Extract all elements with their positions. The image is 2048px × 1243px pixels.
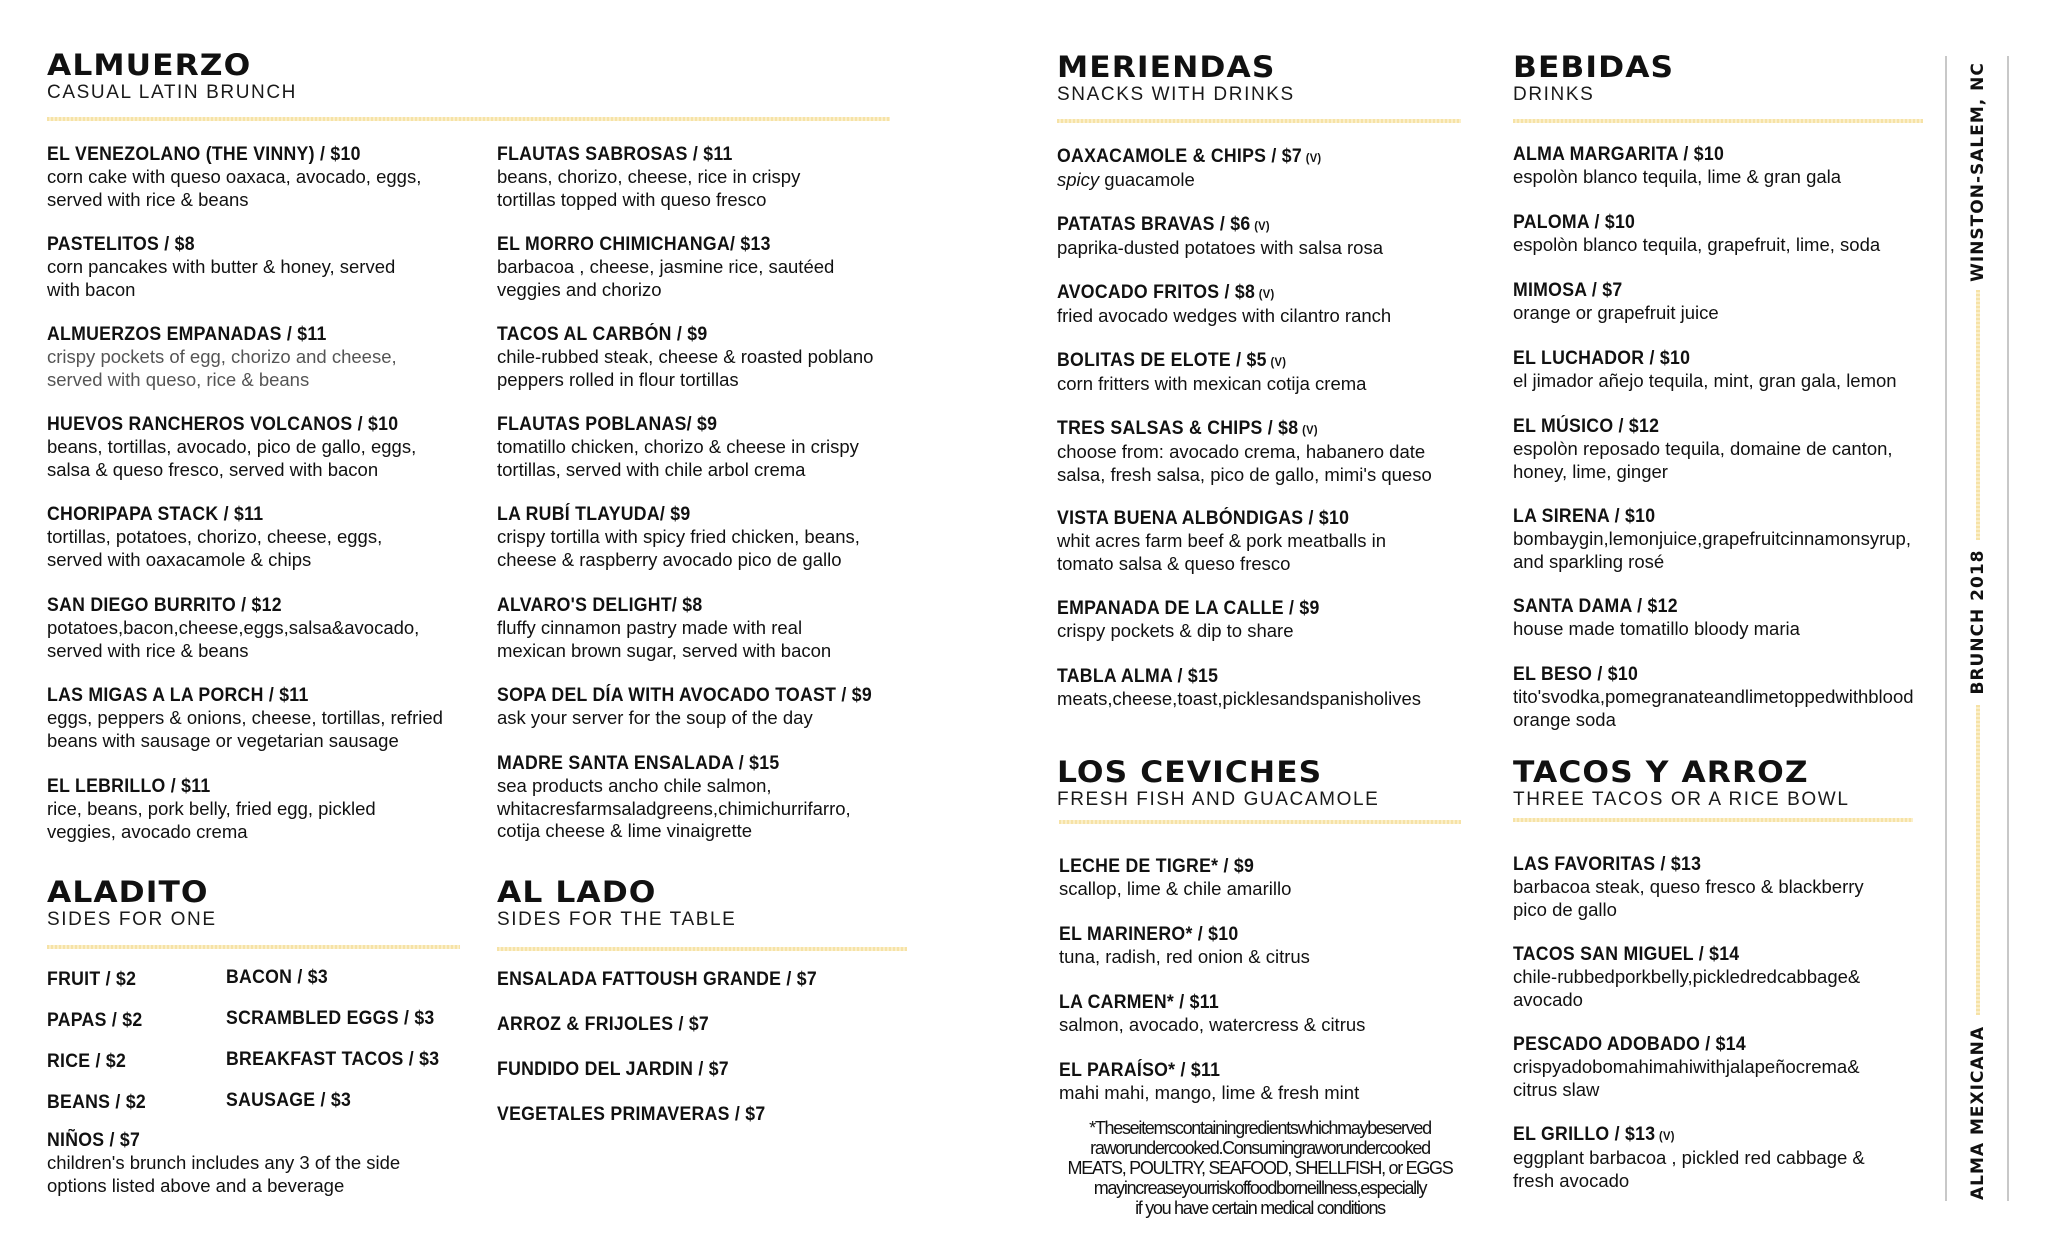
section-divider bbox=[1513, 119, 1923, 123]
notice-line: *Theseitemscontainingredientswhichmaybeserved bbox=[1089, 1118, 1431, 1138]
item-description: whitacresfarmsaladgreens,chimichurrifarro, bbox=[497, 797, 851, 819]
item-description: bombaygin,lemonjuice,grapefruitcinnamonsyrup, bbox=[1513, 528, 1911, 549]
vegetarian-badge: (V) bbox=[1302, 423, 1318, 437]
side-item: SAUSAGE / $3 bbox=[226, 1090, 352, 1111]
menu-item bbox=[1513, 506, 1911, 573]
side-item: PAPAS / $2 bbox=[47, 1010, 143, 1031]
item-name bbox=[47, 685, 415, 707]
notice-line: mayincreaseyourriskoffoodborneillness,especially bbox=[1093, 1178, 1427, 1198]
item-description: tomatillo chicken, chorizo & cheese in crispy bbox=[497, 436, 859, 457]
vegetarian-badge: (V) bbox=[1270, 355, 1287, 369]
item-name-text: LAS MIGAS A LA PORCH / $11 bbox=[47, 685, 309, 706]
restaurant-name: ALMA MEXICANA bbox=[1968, 1026, 1988, 1200]
item-description: whit acres farm beef & pork meatballs in bbox=[1057, 530, 1387, 551]
item-name-text: EL LEBRILLO / $11 bbox=[47, 776, 211, 797]
menu-item bbox=[1513, 1034, 1860, 1101]
item-name-text: EL MORRO CHIMICHANGA/ $13 bbox=[497, 234, 771, 255]
item-description: honey, lime, ginger bbox=[1513, 460, 1668, 482]
item-name bbox=[47, 595, 393, 617]
item-description: cotija cheese & lime vinaigrette bbox=[497, 820, 753, 841]
side-item: BEANS / $2 bbox=[47, 1092, 147, 1113]
item-description: corn cake with queso oaxaca, avocado, eggs, bbox=[47, 166, 422, 187]
item-name bbox=[1513, 280, 1704, 302]
section-subtitle: THREE TACOS OR A RICE BOWL bbox=[1513, 789, 1850, 810]
side-item: FUNDIDO DEL JARDIN / $7 bbox=[497, 1059, 729, 1080]
item-name bbox=[47, 414, 398, 436]
menu-item bbox=[1059, 992, 1365, 1037]
item-name bbox=[1513, 596, 1780, 618]
item-name-text: BOLITAS DE ELOTE / $5 bbox=[1057, 350, 1267, 371]
section-almuerzo-header bbox=[47, 50, 297, 104]
item-description: fried avocado wedges with cilantro ranch bbox=[1057, 305, 1392, 326]
item-description: chile-rubbedporkbelly,pickledredcabbage& bbox=[1513, 966, 1861, 987]
location-label: WINSTON-SALEM, NC bbox=[1968, 62, 1988, 282]
item-name-text: TABLA ALMA / $15 bbox=[1057, 666, 1219, 687]
menu-item bbox=[47, 414, 425, 481]
item-name bbox=[1059, 992, 1344, 1014]
item-description: scallop, lime & chile amarillo bbox=[1059, 878, 1292, 899]
item-name bbox=[47, 776, 353, 798]
menu-item bbox=[1057, 214, 1383, 260]
item-name bbox=[47, 234, 371, 256]
item-description: citrus slaw bbox=[1513, 1078, 1600, 1100]
raw-food-notice bbox=[1050, 1118, 1470, 1218]
section-divider bbox=[1059, 820, 1461, 824]
item-description: paprika-dusted potatoes with salsa rosa bbox=[1057, 237, 1383, 258]
item-description: children's brunch includes any 3 of the side bbox=[47, 1152, 401, 1173]
item-description: salmon, avocado, watercress & citrus bbox=[1059, 1014, 1366, 1035]
item-name bbox=[1513, 144, 1818, 166]
item-name bbox=[1057, 350, 1345, 373]
item-description: tortillas, served with chile arbol crema bbox=[497, 458, 806, 480]
item-description: crispyadobomahimahiwithjalapeñocrema& bbox=[1513, 1056, 1860, 1077]
side-item: ENSALADA FATTOUSH GRANDE / $7 bbox=[497, 969, 817, 990]
item-name bbox=[1057, 214, 1360, 237]
item-description: house made tomatillo bloody maria bbox=[1513, 618, 1800, 639]
section-tacos-header bbox=[1513, 757, 1850, 811]
item-name bbox=[1513, 664, 1885, 686]
menu-item bbox=[497, 685, 900, 730]
menu-item bbox=[1057, 508, 1386, 575]
item-name-text: LAS FAVORITAS / $13 bbox=[1513, 854, 1702, 875]
item-description: beans, chorizo, cheese, rice in crispy bbox=[497, 166, 801, 187]
item-name-text: PALOMA / $10 bbox=[1513, 212, 1636, 233]
item-name-text: ALVARO'S DELIGHT/ $8 bbox=[497, 595, 703, 616]
item-name bbox=[1513, 854, 1839, 876]
item-description: veggies and chorizo bbox=[497, 278, 662, 300]
menu-item bbox=[1057, 350, 1366, 396]
item-description: mahi mahi, mango, lime & fresh mint bbox=[1059, 1082, 1360, 1103]
item-name-text: PATATAS BRAVAS / $6 bbox=[1057, 214, 1251, 235]
item-description bbox=[1057, 169, 1341, 192]
item-name-text: EL VENEZOLANO (THE VINNY) / $10 bbox=[47, 144, 361, 165]
item-description: el jimador añejo tequila, mint, gran gala, lemon bbox=[1513, 370, 1897, 391]
menu-item bbox=[1513, 664, 1914, 731]
side-item: RICE / $2 bbox=[47, 1051, 127, 1072]
item-description: served with oaxacamole & chips bbox=[47, 548, 312, 570]
item-name-text: CHORIPAPA STACK / $11 bbox=[47, 504, 264, 525]
item-description-text: guacamole bbox=[1099, 169, 1195, 190]
item-name-text: SAN DIEGO BURRITO / $12 bbox=[47, 595, 282, 616]
section-bebidas-header bbox=[1513, 50, 1675, 106]
menu-item-ninos bbox=[47, 1130, 400, 1197]
section-divider bbox=[47, 117, 890, 121]
item-name bbox=[497, 324, 847, 346]
menu-item bbox=[1513, 212, 1880, 257]
item-name-text: EL PARAÍSO* / $11 bbox=[1059, 1060, 1221, 1081]
item-description: tortillas, potatoes, chorizo, cheese, eggs, bbox=[47, 526, 383, 547]
item-description: beans, tortillas, avocado, pico de gallo, eggs, bbox=[47, 436, 417, 457]
item-description: orange soda bbox=[1513, 708, 1616, 730]
menu-item bbox=[1513, 1124, 1865, 1192]
item-name bbox=[497, 595, 808, 617]
item-description: barbacoa steak, queso fresco & blackberry bbox=[1513, 876, 1864, 897]
item-name-text: TRES SALSAS & CHIPS / $8 bbox=[1057, 418, 1299, 439]
item-description: choose from: avocado crema, habanero date bbox=[1057, 441, 1426, 462]
menu-item bbox=[497, 753, 851, 843]
notice-line: MEATS, POULTRY, SEAFOOD, SHELLFISH, or EGGS bbox=[1067, 1158, 1453, 1178]
menu-item bbox=[497, 324, 873, 391]
notice-line: if you have certain medical conditions bbox=[1135, 1198, 1385, 1218]
item-description: fluffy cinnamon pastry made with real bbox=[497, 617, 803, 638]
item-description: chile-rubbed steak, cheese & roasted poblano bbox=[497, 346, 874, 367]
item-name: NIÑOS / $7 bbox=[47, 1130, 141, 1151]
section-title: TACOS Y ARROZ bbox=[1513, 755, 1809, 789]
item-name bbox=[1513, 1034, 1835, 1056]
item-name bbox=[1057, 282, 1368, 305]
item-description: tito'svodka,pomegranateandlimetoppedwithblood bbox=[1513, 686, 1914, 707]
item-description: mexican brown sugar, served with bacon bbox=[497, 639, 832, 661]
menu-item bbox=[497, 234, 834, 301]
menu-item bbox=[1513, 854, 1864, 921]
item-description: options listed above and a beverage bbox=[47, 1174, 345, 1196]
section-divider bbox=[1057, 119, 1461, 123]
section-title: ALMUERZO bbox=[47, 48, 252, 82]
item-name bbox=[1057, 146, 1321, 169]
item-name bbox=[497, 234, 811, 256]
item-name-text: ALMA MARGARITA / $10 bbox=[1513, 144, 1725, 165]
item-name-text: MIMOSA / $7 bbox=[1513, 280, 1623, 301]
item-description: avocado bbox=[1513, 988, 1583, 1010]
item-name bbox=[1513, 944, 1836, 966]
section-meriendas-header bbox=[1057, 52, 1295, 106]
item-description: peppers rolled in flour tortillas bbox=[497, 368, 739, 390]
item-name-text: EL GRILLO / $13 bbox=[1513, 1124, 1656, 1145]
item-description: corn fritters with mexican cotija crema bbox=[1057, 373, 1367, 394]
edition-label: BRUNCH 2018 bbox=[1968, 549, 1988, 695]
menu-item bbox=[1057, 418, 1432, 486]
menu-item bbox=[1513, 596, 1800, 641]
section-aladito-header bbox=[47, 877, 217, 931]
item-name-text: MADRE SANTA ENSALADA / $15 bbox=[497, 753, 780, 774]
item-description: sea products ancho chile salmon, bbox=[497, 775, 772, 796]
menu-item bbox=[1513, 944, 1860, 1011]
side-item: SCRAMBLED EGGS / $3 bbox=[226, 1008, 435, 1029]
menu-item bbox=[1513, 144, 1841, 189]
vegetarian-badge: (V) bbox=[1305, 151, 1322, 165]
vegetarian-badge: (V) bbox=[1254, 219, 1270, 233]
item-description: cheese & raspberry avocado pico de gallo bbox=[497, 548, 842, 570]
item-description: served with rice & beans bbox=[47, 639, 249, 661]
menu-item bbox=[47, 685, 443, 752]
item-name bbox=[1513, 506, 1883, 528]
item-name bbox=[1057, 508, 1363, 530]
section-subtitle: SIDES FOR ONE bbox=[47, 909, 217, 930]
menu-item bbox=[47, 144, 421, 211]
item-description: fresh avocado bbox=[1513, 1169, 1630, 1191]
item-description: rice, beans, pork belly, fried egg, pickled bbox=[47, 798, 376, 819]
item-name-text: EL BESO / $10 bbox=[1513, 664, 1639, 685]
menu-item bbox=[497, 504, 860, 571]
item-name bbox=[1513, 348, 1870, 370]
menu-item bbox=[47, 234, 395, 301]
section-subtitle: CASUAL LATIN BRUNCH bbox=[47, 82, 297, 103]
item-name bbox=[1059, 1060, 1338, 1082]
item-description: eggs, peppers & onions, cheese, tortillas, refried bbox=[47, 707, 443, 728]
item-name bbox=[497, 144, 779, 166]
item-name bbox=[1513, 416, 1866, 438]
item-name-text: LA CARMEN* / $11 bbox=[1059, 992, 1219, 1013]
vegetarian-badge: (V) bbox=[1659, 1129, 1675, 1143]
strip-divider bbox=[1976, 290, 1980, 540]
section-divider bbox=[497, 947, 907, 951]
menu-item bbox=[497, 144, 800, 211]
item-description: eggplant barbacoa , pickled red cabbage & bbox=[1513, 1147, 1865, 1168]
item-name-text: FLAUTAS POBLANAS/ $9 bbox=[497, 414, 718, 435]
section-al-lado-header bbox=[497, 877, 736, 931]
side-item: FRUIT / $2 bbox=[47, 969, 137, 990]
section-subtitle: SIDES FOR THE TABLE bbox=[497, 909, 737, 930]
side-item: ARROZ & FRIJOLES / $7 bbox=[497, 1014, 710, 1035]
item-name bbox=[1513, 1124, 1840, 1147]
item-name bbox=[497, 685, 872, 707]
side-item: BREAKFAST TACOS / $3 bbox=[226, 1049, 440, 1070]
menu-item bbox=[497, 414, 859, 481]
item-name-text: EL MÚSICO / $12 bbox=[1513, 416, 1660, 437]
item-name-text: VISTA BUENA ALBÓNDIGAS / $10 bbox=[1057, 508, 1350, 529]
item-description: with bacon bbox=[47, 278, 136, 300]
section-title: BEBIDAS bbox=[1513, 50, 1675, 84]
item-name-text: LA SIRENA / $10 bbox=[1513, 506, 1656, 527]
menu-item bbox=[47, 776, 376, 843]
item-name bbox=[1057, 418, 1406, 441]
item-name bbox=[1059, 856, 1275, 878]
menu-item bbox=[1057, 282, 1391, 328]
section-ceviches-header bbox=[1057, 757, 1379, 811]
item-description: crispy pockets & dip to share bbox=[1057, 620, 1294, 641]
item-name-text: PASTELITOS / $8 bbox=[47, 234, 195, 255]
vegetarian-badge: (V) bbox=[1258, 287, 1275, 301]
item-description: tortillas topped with queso fresco bbox=[497, 188, 767, 210]
item-description: crispy pockets of egg, chorizo and cheese, bbox=[47, 346, 397, 367]
menu-item bbox=[47, 324, 397, 391]
item-name-text: LECHE DE TIGRE* / $9 bbox=[1059, 856, 1255, 877]
item-name-text: AVOCADO FRITOS / $8 bbox=[1057, 282, 1256, 303]
item-name bbox=[47, 324, 372, 346]
item-description: ask your server for the soup of the day bbox=[497, 707, 813, 728]
item-description: corn pancakes with butter & honey, served bbox=[47, 256, 396, 277]
section-title: LOS CEVICHES bbox=[1057, 755, 1323, 789]
item-description: veggies, avocado crema bbox=[47, 820, 248, 842]
item-description: orange or grapefruit juice bbox=[1513, 302, 1719, 323]
item-name bbox=[497, 504, 835, 526]
section-subtitle: FRESH FISH AND GUACAMOLE bbox=[1057, 789, 1380, 810]
strip-divider bbox=[1976, 705, 1980, 1015]
item-name bbox=[47, 144, 395, 166]
side-item: VEGETALES PRIMAVERAS / $7 bbox=[497, 1104, 766, 1125]
section-title: ALADITO bbox=[47, 875, 209, 909]
section-title: AL LADO bbox=[497, 875, 657, 909]
notice-line: raworundercooked.Consumingraworundercooked bbox=[1090, 1138, 1430, 1158]
section-divider bbox=[1513, 818, 1913, 822]
menu-item bbox=[1513, 348, 1897, 393]
item-name bbox=[47, 504, 359, 526]
item-name-text: EL LUCHADOR / $10 bbox=[1513, 348, 1691, 369]
item-name-text: HUEVOS RANCHEROS VOLCANOS / $10 bbox=[47, 414, 399, 435]
item-description: pico de gallo bbox=[1513, 898, 1617, 920]
item-description: barbacoa , cheese, jasmine rice, sautéed bbox=[497, 256, 835, 277]
item-description: tuna, radish, red onion & citrus bbox=[1059, 946, 1310, 967]
item-description: and sparkling rosé bbox=[1513, 550, 1665, 572]
item-description: beans with sausage or vegetarian sausage bbox=[47, 729, 399, 751]
item-name bbox=[497, 414, 834, 436]
item-name-text: OAXACAMOLE & CHIPS / $7 bbox=[1057, 146, 1302, 167]
menu-item bbox=[47, 595, 419, 662]
menu-item bbox=[1513, 416, 1893, 483]
item-name bbox=[1057, 598, 1320, 620]
item-description: tomato salsa & queso fresco bbox=[1057, 552, 1291, 574]
item-description: served with queso, rice & beans bbox=[47, 368, 310, 390]
menu-item bbox=[1059, 924, 1310, 969]
item-name-text: EL MARINERO* / $10 bbox=[1059, 924, 1239, 945]
item-name bbox=[1513, 212, 1854, 234]
item-name bbox=[1057, 666, 1396, 688]
section-subtitle: DRINKS bbox=[1513, 84, 1595, 105]
item-description: espolòn reposado tequila, domaine de canton, bbox=[1513, 438, 1893, 459]
item-name bbox=[1059, 924, 1292, 946]
item-description: served with rice & beans bbox=[47, 188, 249, 210]
item-name-text: SOPA DEL DÍA WITH AVOCADO TOAST / $9 bbox=[497, 685, 872, 706]
menu-item bbox=[1059, 856, 1291, 901]
menu-item bbox=[1057, 598, 1339, 643]
item-name-text: FLAUTAS SABROSAS / $11 bbox=[497, 144, 733, 165]
menu-item bbox=[1057, 666, 1421, 711]
item-description: espolòn blanco tequila, lime & gran gala bbox=[1513, 166, 1842, 187]
item-name-text: TACOS SAN MIGUEL / $14 bbox=[1513, 944, 1740, 965]
item-name-text: EMPANADA DE LA CALLE / $9 bbox=[1057, 598, 1320, 619]
item-description: espolòn blanco tequila, grapefruit, lime, soda bbox=[1513, 234, 1881, 255]
item-description: meats,cheese,toast,picklesandspanisholives bbox=[1057, 688, 1422, 709]
item-name-text: ALMUERZOS EMPANADAS / $11 bbox=[47, 324, 327, 345]
item-name-text: PESCADO ADOBADO / $14 bbox=[1513, 1034, 1747, 1055]
menu-item bbox=[1059, 1060, 1359, 1105]
item-name bbox=[497, 753, 826, 775]
item-description-emphasis: spicy bbox=[1057, 169, 1100, 190]
section-title: MERIENDAS bbox=[1057, 50, 1276, 84]
item-name-text: LA RUBÍ TLAYUDA/ $9 bbox=[497, 504, 691, 525]
item-name-text: SANTA DAMA / $12 bbox=[1513, 596, 1678, 617]
item-description: crispy tortilla with spicy fried chicken, beans, bbox=[497, 526, 860, 547]
menu-item bbox=[497, 595, 831, 662]
menu-item bbox=[1513, 280, 1719, 325]
menu-item bbox=[47, 504, 382, 571]
section-divider bbox=[47, 945, 460, 949]
item-name-text: TACOS AL CARBÓN / $9 bbox=[497, 324, 708, 345]
item-description: salsa, fresh salsa, pico de gallo, mimi's queso bbox=[1057, 463, 1432, 485]
side-item: BACON / $3 bbox=[226, 967, 328, 988]
item-description: potatoes,bacon,cheese,eggs,salsa&avocado, bbox=[47, 617, 420, 638]
section-subtitle: SNACKS WITH DRINKS bbox=[1057, 84, 1295, 105]
menu-item bbox=[1057, 146, 1341, 192]
item-description: salsa & queso fresco, served with bacon bbox=[47, 458, 379, 480]
